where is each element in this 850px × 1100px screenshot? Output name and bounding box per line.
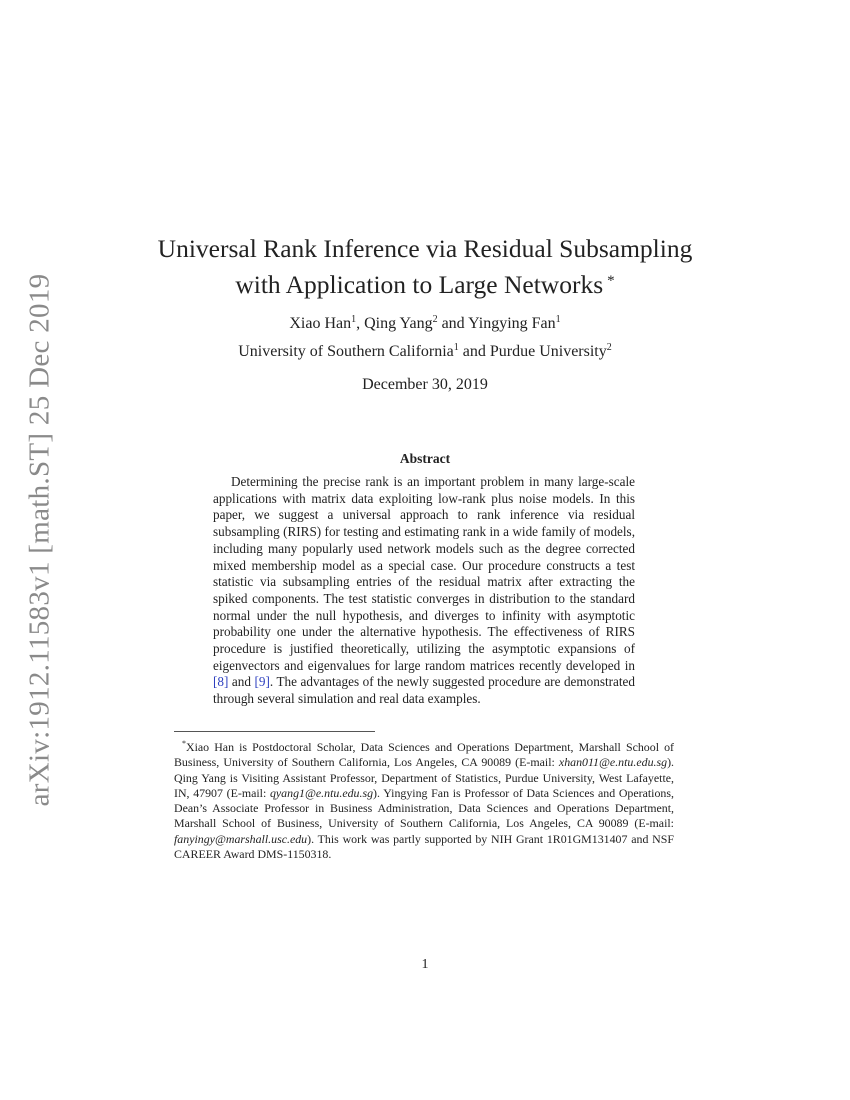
- affiliation-separator: and: [458, 343, 490, 360]
- footnote-marker: *: [182, 739, 186, 748]
- abstract-text: [213, 474, 635, 708]
- abstract-text-part: . The advantages of the newly suggested procedure are demonstrated through several simulation and real data examples.: [213, 674, 635, 707]
- citation-link[interactable]: [9]: [254, 674, 270, 690]
- footnote-text: ). This work was partly supported by NIH Grant 1R01GM131407 and NSF CAREER Award DMS-1150318.: [174, 831, 674, 862]
- affiliation-number: 1: [453, 342, 459, 353]
- footnote-email: qyang1@e.ntu.edu.sg: [269, 785, 374, 800]
- footnote-email: fanyingy@marshall.usc.edu: [174, 831, 308, 846]
- footnote-email: xhan011@e.ntu.edu.sg: [558, 755, 668, 770]
- author-affiliation-number: 2: [432, 314, 438, 325]
- title-footnote: [174, 736, 674, 862]
- author-affiliation-number: 1: [351, 314, 357, 325]
- title-line-1: Universal Rank Inference via Residual Subsampling: [157, 234, 693, 263]
- footnote-text: Xiao Han is Postdoctoral Scholar, Data Sciences and Operations Department, Marshall School of Business, University of Southern California, Los Angeles, CA 90089 (E-mail:: [174, 740, 674, 770]
- author-list: [130, 314, 720, 333]
- footnote-text: ). Qing Yang is Visiting Assistant Professor, Department of Statistics, Purdue University, West Lafayette, IN, 47907 (E-mail:: [174, 755, 674, 800]
- author-separator: ,: [356, 315, 365, 332]
- author-name: Xiao Han: [289, 315, 352, 332]
- affiliation-name: Purdue University: [489, 343, 607, 360]
- footnote-text: ). Yingying Fan is Professor of Data Sciences and Operations, Dean’s Associate Professor in Business Administration, Data Sciences and Operations Department, Marshall School of Business, University of Southern California, Los Angeles, CA 90089 (E-mail:: [174, 785, 674, 831]
- citation-link[interactable]: [8]: [213, 674, 229, 690]
- arxiv-identifier-stamp: arXiv:1912.11583v1 [math.ST] 25 Dec 2019: [23, 273, 56, 807]
- footnote-divider: [174, 731, 375, 732]
- affiliation-name: University of Southern California: [238, 343, 454, 360]
- abstract-heading: Abstract: [399, 451, 451, 466]
- abstract-text-part: and: [228, 674, 255, 690]
- paper-date: December 30, 2019: [362, 376, 488, 393]
- affiliation-list: [130, 342, 720, 361]
- title-footnote-marker: *: [607, 273, 615, 289]
- abstract-text-part: Determining the precise rank is an important problem in many large-scale applications with matrix data exploiting low-rank plus noise models. In this paper, we suggest a universal approach to rank inference via residual subsampling (RIRS) for testing and estimating rank in a wide family of models, including many popularly used network models such as the degree corrected mixed membership model as a special case. Our procedure constructs a test statistic via subsampling entries of the residual matrix after extracting the spiked components. The test statistic converges in distribution to the standard normal under the null hypothesis, and diverges to infinity with asymptotic probability one under the alternative hypothesis. The effectiveness of RIRS procedure is justified theoretically, utilizing the asymptotic expansions of eigenvectors and eigenvalues for large random matrices recently developed in: [213, 474, 635, 673]
- author-name: Qing Yang: [364, 315, 433, 332]
- author-name: Yingying Fan: [468, 315, 556, 332]
- title-line-2: with Application to Large Networks: [235, 270, 604, 299]
- author-separator: and: [437, 315, 469, 332]
- author-affiliation-number: 1: [555, 314, 561, 325]
- page-number: 1: [421, 957, 429, 972]
- paper-title: [130, 232, 720, 301]
- affiliation-number: 2: [606, 342, 612, 353]
